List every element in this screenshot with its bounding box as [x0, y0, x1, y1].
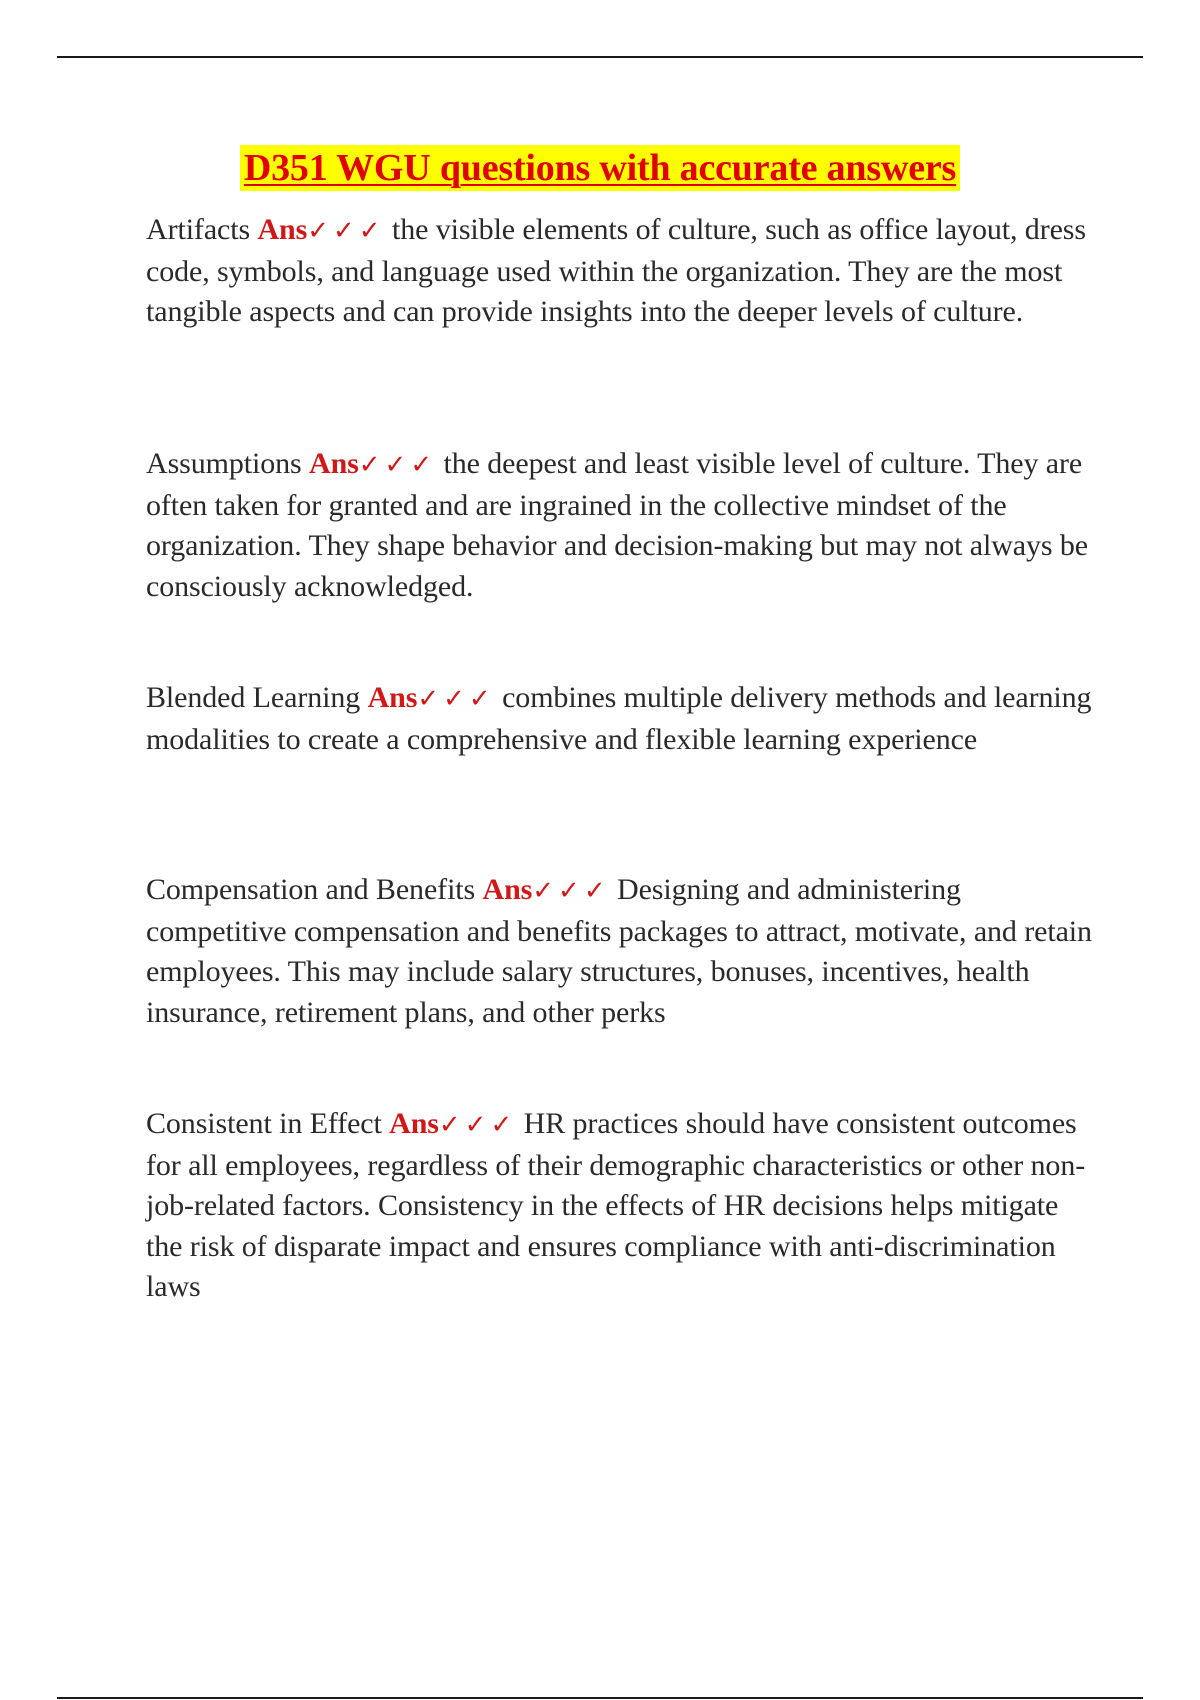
document-title: D351 WGU questions with accurate answers: [240, 145, 960, 191]
qa-term: Assumptions: [146, 447, 302, 480]
qa-entry: [146, 1104, 1096, 1308]
header-rule: [57, 56, 1143, 58]
check-marks-icon: ✓✓✓: [358, 450, 437, 480]
qa-definition: combines multiple delivery methods and learning modalities to create a comprehensive and flexible learning experience: [146, 681, 1092, 756]
ans-label: Ans: [389, 1107, 439, 1140]
qa-definition: Designing and administering competitive compensation and benefits packages to attract, motivate, and retain employees. This may include salary structures, bonuses, incentives, health insurance, retirement plans, and other perks: [146, 873, 1092, 1029]
qa-term: Compensation and Benefits: [146, 873, 476, 906]
ans-label: Ans: [482, 873, 533, 906]
ans-label: Ans: [257, 213, 308, 246]
title-container: [0, 145, 1200, 191]
qa-term: Artifacts: [146, 213, 251, 246]
qa-term: Consistent in Effect: [146, 1107, 382, 1140]
footer-rule: [57, 1697, 1143, 1699]
ans-label: Ans: [309, 447, 359, 480]
qa-entry: [146, 870, 1096, 1033]
check-marks-icon: ✓✓✓: [307, 216, 385, 246]
ans-label: Ans: [367, 681, 418, 714]
qa-definition: HR practices should have consistent outcomes for all employees, regardless of their demographic characteristics or other non-job-related factors. Consistency in the effects of HR decisions helps mitigate the risk of disparate impact and ensures compliance with anti-discrimination laws: [146, 1107, 1086, 1303]
check-marks-icon: ✓✓✓: [438, 1110, 517, 1140]
qa-definition: the visible elements of culture, such as office layout, dress code, symbols, and language used within the organization. They are the most tangible aspects and can provide insights into the deeper levels of culture.: [146, 213, 1086, 328]
qa-entry: [146, 210, 1096, 333]
qa-term: Blended Learning: [146, 681, 361, 714]
check-marks-icon: ✓✓✓: [532, 876, 610, 906]
qa-entry: [146, 678, 1096, 760]
qa-entry: [146, 444, 1096, 607]
check-marks-icon: ✓✓✓: [417, 684, 495, 714]
qa-definition: the deepest and least visible level of culture. They are often taken for granted and are ingrained in the collective mindset of the organization. They shape behavior and decision-making but may not always be consciously acknowledged.: [146, 447, 1088, 603]
